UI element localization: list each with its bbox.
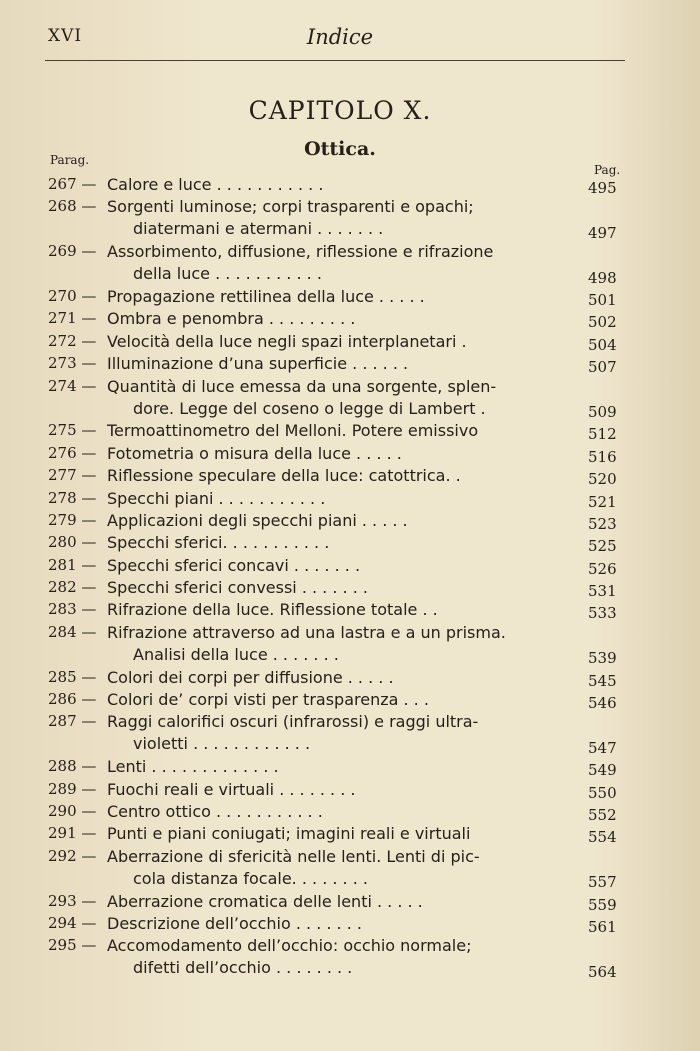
entry-title-line: Fotometria o misura della luce . . . . . bbox=[107, 443, 402, 463]
entry-title bbox=[107, 331, 572, 353]
page-reference: 512 bbox=[588, 425, 617, 444]
entry-title-line: Termoattinometro del Melloni. Potere emissivo bbox=[107, 421, 479, 441]
paragraph-number: 277 — bbox=[48, 466, 97, 485]
toc-list bbox=[0, 173, 700, 979]
page-reference: 498 bbox=[588, 268, 617, 287]
toc-entry bbox=[0, 845, 700, 890]
entry-title bbox=[107, 622, 572, 666]
page-reference: 546 bbox=[588, 694, 617, 713]
page-reference: 557 bbox=[588, 873, 617, 892]
entry-title bbox=[107, 308, 572, 330]
entry-title bbox=[107, 801, 572, 823]
toc-entry bbox=[0, 173, 700, 195]
entry-title-line: Analisi della luce . . . . . . . bbox=[133, 644, 339, 664]
page-reference: 547 bbox=[588, 738, 617, 757]
toc-entry bbox=[0, 442, 700, 464]
toc-entry bbox=[0, 285, 700, 307]
page-reference: 545 bbox=[588, 671, 617, 690]
paragraph-number: 270 — bbox=[48, 286, 97, 305]
toc-entry bbox=[0, 464, 700, 489]
paragraph-number: 282 — bbox=[48, 578, 97, 597]
toc-entry bbox=[0, 710, 700, 755]
paragraph-number: 269 — bbox=[48, 242, 97, 261]
entry-title-line: della luce . . . . . . . . . . . bbox=[133, 264, 322, 284]
entry-title bbox=[107, 823, 572, 845]
entry-title bbox=[107, 510, 572, 532]
toc-entry bbox=[0, 934, 700, 979]
entry-title-line: difetti dell’occhio . . . . . . . . bbox=[133, 958, 353, 978]
page-reference: 502 bbox=[588, 313, 617, 332]
page-reference: 549 bbox=[588, 761, 617, 780]
entry-title-line: Aberrazione di sfericità nelle lenti. Lenti di pic- bbox=[107, 846, 480, 866]
entry-title bbox=[107, 711, 572, 755]
paragraph-number: 287 — bbox=[48, 712, 97, 731]
toc-entry bbox=[0, 822, 700, 847]
paragraph-number: 267 — bbox=[48, 175, 97, 193]
entry-title-line: Quantità di luce emessa da una sorgente, splen- bbox=[107, 376, 497, 396]
entry-title bbox=[107, 241, 572, 285]
page-reference: 552 bbox=[588, 806, 617, 825]
page-reference: 507 bbox=[588, 358, 617, 377]
paragraph-number: 278 — bbox=[48, 488, 97, 507]
entry-title bbox=[107, 465, 572, 487]
entry-title bbox=[107, 532, 572, 554]
entry-title bbox=[107, 577, 572, 599]
page-reference: 539 bbox=[588, 649, 617, 668]
entry-title bbox=[107, 286, 572, 308]
entry-title bbox=[107, 376, 572, 420]
toc-entry bbox=[0, 307, 700, 332]
entry-title-line: Velocità della luce negli spazi interplanetari . bbox=[107, 331, 467, 351]
paragraph-number: 284 — bbox=[48, 622, 97, 641]
entry-title bbox=[107, 935, 572, 979]
page-reference: 550 bbox=[588, 783, 617, 802]
paragraph-number: 275 — bbox=[48, 421, 97, 440]
entry-title bbox=[107, 196, 572, 240]
paragraph-number: 286 — bbox=[48, 690, 97, 709]
page-reference: 533 bbox=[588, 604, 617, 623]
page-number-roman: XVI bbox=[48, 26, 83, 46]
entry-title-line: Rifrazione della luce. Riflessione totale . . bbox=[107, 600, 438, 620]
page-reference: 520 bbox=[588, 470, 617, 489]
entry-title-line: Ombra e penombra . . . . . . . . . bbox=[107, 309, 356, 329]
entry-title bbox=[107, 488, 572, 510]
paragraph-number: 291 — bbox=[48, 824, 97, 843]
column-label-pag: Pag. bbox=[594, 163, 621, 177]
entry-title-line: Fuochi reali e virtuali . . . . . . . . bbox=[107, 779, 356, 799]
entry-title-line: Punti e piani coniugati; imagini reali e virtuali bbox=[107, 824, 471, 844]
toc-entry bbox=[0, 778, 700, 800]
entry-title-line: diatermani e atermani . . . . . . . bbox=[133, 219, 384, 239]
entry-title-line: Descrizione dell’occhio . . . . . . . bbox=[107, 913, 362, 933]
paragraph-number: 268 — bbox=[48, 197, 97, 216]
paragraph-number: 290 — bbox=[48, 802, 97, 821]
toc-entry bbox=[0, 598, 700, 623]
entry-title-line: Applicazioni degli specchi piani . . . . . bbox=[107, 510, 408, 530]
page-reference: 526 bbox=[588, 559, 617, 578]
entry-title bbox=[107, 174, 572, 196]
page-reference: 564 bbox=[588, 962, 617, 981]
toc-entry bbox=[0, 800, 700, 825]
toc-entry bbox=[0, 554, 700, 576]
page-reference: 561 bbox=[588, 917, 617, 936]
entry-title bbox=[107, 353, 572, 375]
paragraph-number: 271 — bbox=[48, 309, 97, 328]
entry-title-line: Colori de’ corpi visti per trasparenza . . . bbox=[107, 690, 429, 710]
page-reference: 523 bbox=[588, 514, 617, 533]
paragraph-number: 288 — bbox=[48, 757, 97, 776]
toc-entry bbox=[0, 621, 700, 666]
entry-title-line: Specchi sferici. . . . . . . . . . . bbox=[107, 533, 330, 553]
page-reference: 509 bbox=[588, 402, 617, 421]
entry-title-line: Calore e luce . . . . . . . . . . . bbox=[107, 175, 324, 194]
toc-entry bbox=[0, 330, 700, 352]
running-header: Indice bbox=[306, 25, 374, 49]
paragraph-number: 283 — bbox=[48, 600, 97, 619]
paragraph-number: 285 — bbox=[48, 667, 97, 686]
page-reference: 554 bbox=[588, 828, 617, 847]
paragraph-number: 279 — bbox=[48, 510, 97, 529]
entry-title-line: Aberrazione cromatica delle lenti . . . . . bbox=[107, 891, 423, 911]
entry-title bbox=[107, 443, 572, 465]
column-label-parag: Parag. bbox=[50, 153, 90, 167]
toc-entry bbox=[0, 890, 700, 912]
paragraph-number: 289 — bbox=[48, 779, 97, 798]
paragraph-number: 294 — bbox=[48, 913, 97, 932]
toc-entry bbox=[0, 755, 700, 780]
entry-title-line: Specchi piani . . . . . . . . . . . bbox=[107, 488, 326, 508]
chapter-heading: CAPITOLO X. bbox=[248, 96, 432, 125]
entry-title-line: violetti . . . . . . . . . . . . bbox=[133, 734, 311, 754]
entry-title bbox=[107, 846, 572, 890]
toc-entry bbox=[0, 666, 700, 688]
page-reference: 504 bbox=[588, 335, 617, 354]
entry-title-line: Centro ottico . . . . . . . . . . . bbox=[107, 802, 323, 822]
entry-title-line: Propagazione rettilinea della luce . . . . . bbox=[107, 286, 425, 306]
paragraph-number: 276 — bbox=[48, 443, 97, 462]
toc-entry bbox=[0, 240, 700, 285]
header-rule bbox=[45, 60, 625, 61]
entry-title-line: Assorbimento, diffusione, riflessione e rifrazione bbox=[107, 242, 494, 262]
page-reference: 521 bbox=[588, 492, 617, 511]
entry-title-line: Rifrazione attraverso ad una lastra e a un prisma. bbox=[107, 622, 506, 642]
entry-title-line: Illuminazione d’una superficie . . . . . . bbox=[107, 354, 409, 374]
entry-title bbox=[107, 689, 572, 711]
paragraph-number: 281 — bbox=[48, 555, 97, 574]
toc-entry bbox=[0, 688, 700, 713]
toc-entry bbox=[0, 576, 700, 601]
paragraph-number: 295 — bbox=[48, 936, 97, 955]
paragraph-number: 280 — bbox=[48, 533, 97, 552]
entry-title bbox=[107, 420, 572, 442]
entry-title bbox=[107, 599, 572, 621]
toc-entry bbox=[0, 195, 700, 240]
entry-title-line: Accomodamento dell’occhio: occhio normale; bbox=[107, 936, 472, 956]
toc-entry bbox=[0, 419, 700, 444]
page-reference: 525 bbox=[588, 537, 617, 556]
entry-title-line: Raggi calorifici oscuri (infrarossi) e raggi ultra- bbox=[107, 712, 479, 732]
entry-title bbox=[107, 667, 572, 689]
page-reference: 497 bbox=[588, 223, 617, 242]
entry-title bbox=[107, 913, 572, 935]
entry-title-line: Specchi sferici convessi . . . . . . . bbox=[107, 578, 368, 598]
toc-entry bbox=[0, 487, 700, 509]
paragraph-number: 274 — bbox=[48, 376, 97, 395]
page-reference: 531 bbox=[588, 582, 617, 601]
entry-title-line: Sorgenti luminose; corpi trasparenti e opachi; bbox=[107, 197, 474, 217]
entry-title bbox=[107, 756, 572, 778]
entry-title-line: cola distanza focale. . . . . . . . bbox=[133, 868, 368, 888]
toc-entry bbox=[0, 912, 700, 934]
paragraph-number: 293 — bbox=[48, 891, 97, 910]
section-title: Ottica. bbox=[304, 138, 376, 160]
entry-title-line: Lenti . . . . . . . . . . . . . bbox=[107, 757, 279, 777]
paragraph-number: 273 — bbox=[48, 354, 97, 373]
entry-title bbox=[107, 779, 572, 801]
entry-title-line: Specchi sferici concavi . . . . . . . bbox=[107, 555, 361, 575]
page-reference: 501 bbox=[588, 290, 617, 309]
paragraph-number: 272 — bbox=[48, 331, 97, 350]
entry-title bbox=[107, 891, 572, 913]
paragraph-number: 292 — bbox=[48, 846, 97, 865]
toc-entry bbox=[0, 509, 700, 531]
page-reference: 559 bbox=[588, 895, 617, 914]
page-reference: 516 bbox=[588, 447, 617, 466]
toc-entry bbox=[0, 531, 700, 556]
entry-title-line: Riflessione speculare della luce: catottrica. . bbox=[107, 466, 461, 486]
toc-entry bbox=[0, 375, 700, 420]
entry-title-line: dore. Legge del coseno o legge di Lambert . bbox=[133, 398, 486, 418]
entry-title-line: Colori dei corpi per diffusione . . . . . bbox=[107, 667, 394, 687]
entry-title bbox=[107, 555, 572, 577]
page-reference: 495 bbox=[588, 179, 617, 197]
toc-entry bbox=[0, 352, 700, 377]
